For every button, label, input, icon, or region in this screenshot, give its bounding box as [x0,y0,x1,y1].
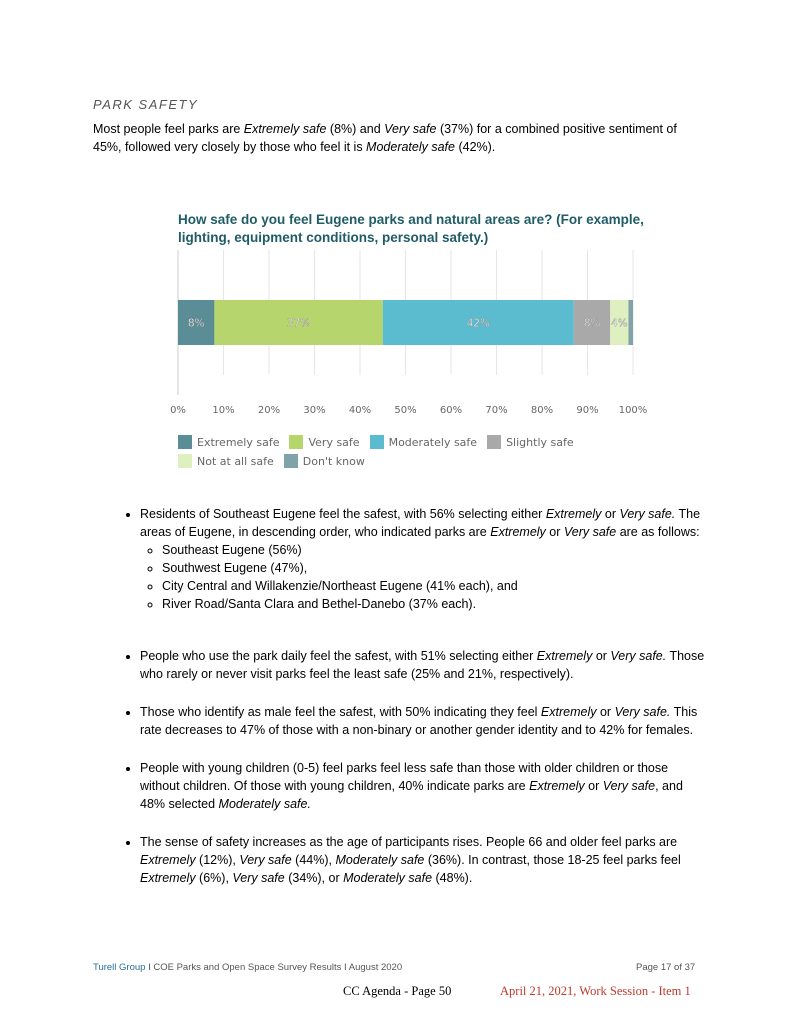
legend-item [370,435,478,449]
x-tick-label: 70% [485,405,508,416]
legend-label: Extremely safe [197,435,280,449]
bar-data-label: 8% [583,317,601,330]
finding-southeast: • Residents of Southeast Eugene feel the safest, with 56% selecting either Extremely or Very safe. The areas of Eugene, in descending order, who indicated parks are Extremely or Very safe are as follows: ◦ Southeast Eugene (56%) ◦ Southwest Eugene (47%), ◦ City Central and Willakenzie/Northeast Eugene (41% each), and ◦ River Road/Santa Clara and Bethel-Danebo (37% each). [140,505,708,627]
legend-swatch [178,435,192,449]
x-tick-label: 40% [348,405,372,416]
finding-gender: • Those who identify as male feel the safest, with 50% indicating they feel Extremely or Very safe. This rate decreases to 47% of those with a non-binary or another gender identity and to 42% for females. [140,703,708,739]
legend-item [178,454,274,468]
legend-label: Not at all safe [197,454,274,468]
x-tick-label: 10% [212,405,235,416]
footer-left: Turell Group I COE Parks and Open Space Survey Results I August 2020 [93,962,403,973]
legend-swatch [284,454,298,468]
agenda-page: CC Agenda - Page 50 [343,984,452,998]
x-tick-label: 80% [530,405,554,416]
agenda-session: April 21, 2021, Work Session - Item 1 [500,984,691,998]
legend-swatch [289,435,303,449]
finding-age: • The sense of safety increases as the age of participants rises. People 66 and older feel parks are Extremely (12%), Very safe (44%), Moderately safe (36%). In contrast, those 18-25 feel parks feel Extremely (6%), Very safe (34%), or Moderately safe (48%). [140,833,708,887]
legend-label: Slightly safe [506,435,574,449]
chart-legend [178,435,638,473]
legend-swatch [370,435,384,449]
legend-label: Moderately safe [388,435,478,449]
legend-item [178,435,279,449]
area-item: ◦ River Road/Santa Clara and Bethel-Danebo (37% each). [162,595,708,613]
findings-list [118,505,708,907]
x-tick-label: 30% [303,405,326,416]
chart-title: How safe do you feel Eugene parks and natural areas are? (For example, lighting, equipment conditions, personal safety.) [178,212,644,245]
bar-segment [628,300,633,345]
footer-brand: Turell Group [93,962,146,973]
bar-data-label: 37% [286,317,311,330]
legend-swatch [487,435,501,449]
legend-item [487,435,574,449]
area-item: ◦ City Central and Willakenzie/Northeast Eugene (41% each), and [162,577,708,595]
legend-item [289,435,359,449]
stacked-bar-chart [170,250,648,425]
legend-swatch [178,454,192,468]
bar-data-label: 4% [611,317,628,330]
x-tick-label: 90% [576,405,599,416]
intro-paragraph: Most people feel parks are Extremely safe (8%) and Very safe (37%) for a combined positive sentiment of 45%, followed very closely by those who feel it is Moderately safe (42%). [93,122,677,154]
x-tick-label: 20% [257,405,281,416]
bar-data-label: 8% [187,317,205,330]
area-item: ◦ Southwest Eugene (47%), [162,559,708,577]
legend-item [284,454,365,468]
legend-label: Don't know [302,454,365,468]
finding-children: • People with young children (0-5) feel parks feel less safe than those with older children or those without children. Of those with young children, 40% indicate parks are Extremely or Very safe, and 48% selected Moderately safe. [140,759,708,813]
x-tick-label: 100% [618,405,648,416]
page-number: Page 17 of 37 [636,962,696,973]
bar-data-label: 42% [466,317,490,330]
x-tick-label: 60% [439,405,463,416]
x-tick-label: 50% [394,405,417,416]
finding-daily-users: • People who use the park daily feel the safest, with 51% selecting either Extremely or Very safe. Those who rarely or never visit parks feel the least safe (25% and 21%, respectively). [140,647,708,683]
area-item: ◦ Southeast Eugene (56%) [162,541,708,559]
legend-label: Very safe [308,435,360,449]
x-tick-label: 0% [170,405,186,416]
section-title: PARK SAFETY [93,97,199,112]
